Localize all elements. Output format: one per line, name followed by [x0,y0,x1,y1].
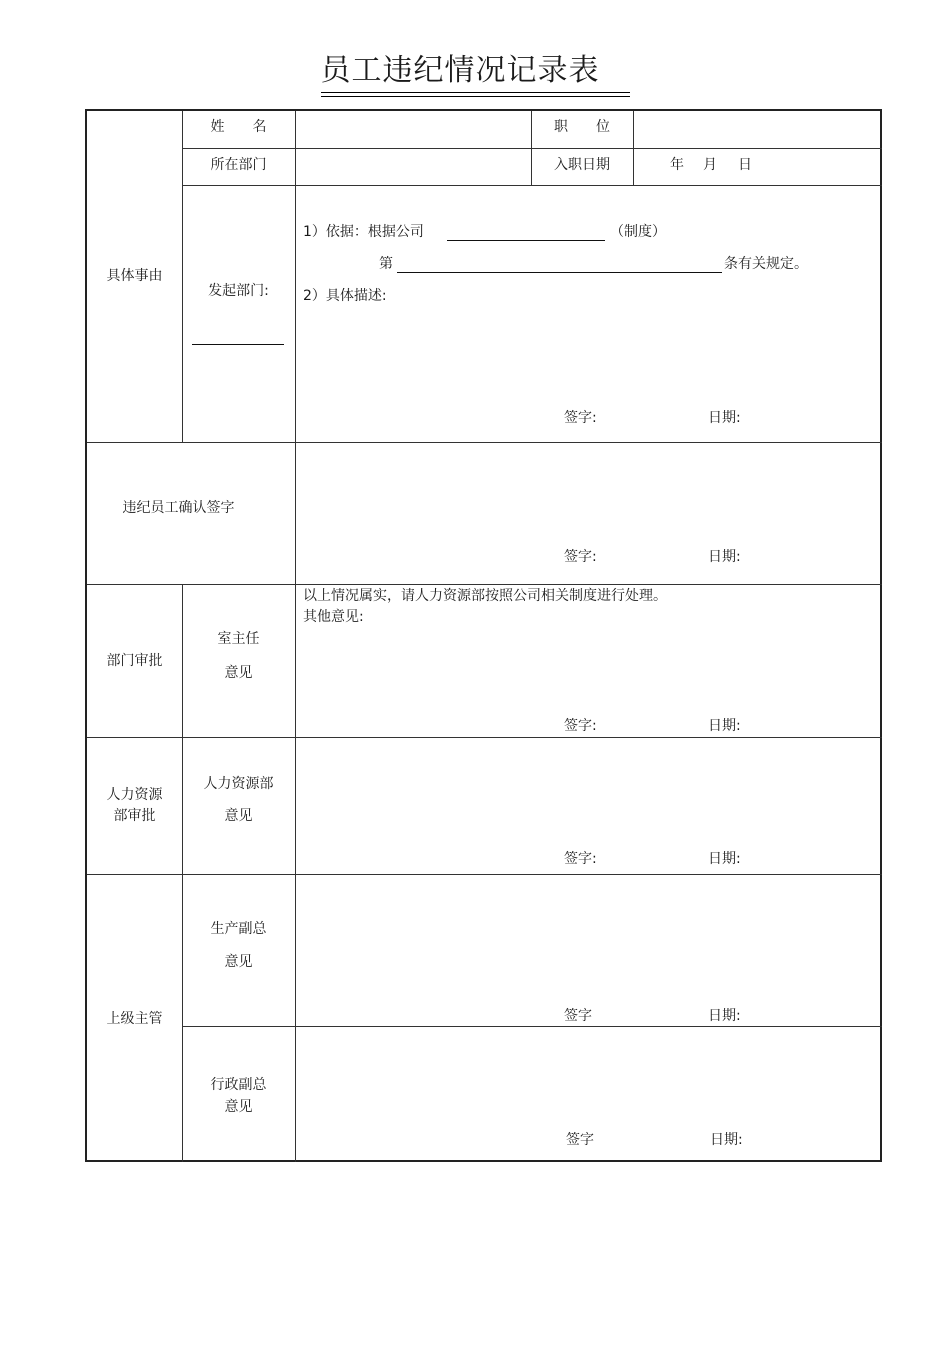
confirm-date-label: 日期: [708,549,741,565]
hr-approval-label2: 部审批 [113,808,156,824]
join-year-label: 年 [670,157,684,173]
prod-date-label: 日期: [708,1008,741,1024]
prod-vp-sub2: 意见 [224,954,253,970]
superior-label: 上级主管 [106,1011,163,1027]
row-divider [182,148,882,149]
dept-field[interactable] [297,149,529,184]
dept-approval-sub2: 意见 [224,665,253,681]
article-suffix: 条有关规定。 [724,256,808,272]
name-label: 姓 名 [210,119,267,135]
prod-vp-area[interactable] [297,877,880,997]
dept-approval-text2: 其他意见: [303,609,364,625]
row-divider [87,584,882,585]
col-divider [295,111,296,1162]
matter-sign-label: 签字: [564,410,597,426]
admin-sign-label: 签字 [566,1132,594,1148]
initiator-underline[interactable] [192,344,284,345]
dept-approval-sub1: 室主任 [217,631,260,647]
join-date-label: 入职日期 [554,157,610,173]
form-table [85,109,882,1162]
article-underline[interactable] [397,272,722,273]
form-title-wrap [0,52,950,93]
join-day-label: 日 [738,157,752,173]
initiator-label: 发起部门: [208,283,269,299]
hr-approval-area[interactable] [297,740,880,840]
dept-approval-text1: 以上情况属实，请人力资源部按照公司相关制度进行处理。 [303,588,667,604]
form-title: 员工违纪情况记录表 [321,52,630,93]
matter-row-label: 具体事由 [106,268,163,284]
dept-approval-label: 部门审批 [106,653,163,669]
matter-date-label: 日期: [708,410,741,426]
hr-sign-label: 签字: [564,851,597,867]
admin-vp-area[interactable] [297,1029,880,1124]
admin-vp-sub2: 意见 [224,1099,253,1115]
prod-sign-label: 签字 [564,1008,592,1024]
dept-approval-area[interactable] [297,629,880,709]
position-field[interactable] [635,112,880,147]
admin-date-label: 日期: [710,1132,743,1148]
hr-approval-label1: 人力资源 [106,787,163,803]
admin-vp-sub1: 行政副总 [210,1077,267,1093]
hr-date-label: 日期: [708,851,741,867]
confirm-area[interactable] [297,445,880,545]
basis-suffix: （制度） [610,224,666,240]
basis-underline[interactable] [447,240,605,241]
article-prefix: 第 [379,256,393,272]
hr-approval-sub2: 意见 [224,808,253,824]
dept-date-label: 日期: [708,718,741,734]
col-divider [633,111,634,185]
hr-approval-sub1: 人力资源部 [203,776,274,792]
dept-sign-label: 签字: [564,718,597,734]
confirm-sign-label: 签字: [564,549,597,565]
position-label: 职 位 [554,119,610,135]
description-area[interactable] [297,307,880,407]
row-divider [87,874,882,875]
row-divider [182,1026,882,1027]
confirm-label: 违纪员工确认签字 [122,500,235,516]
row-divider [87,737,882,738]
row-divider [182,185,882,186]
prod-vp-sub1: 生产副总 [210,921,267,937]
dept-label: 所在部门 [210,157,267,173]
row-divider [87,442,882,443]
basis-prefix: 1）依据：根据公司 [303,224,424,240]
join-month-label: 月 [703,157,717,173]
name-field[interactable] [297,112,529,147]
description-label: 2）具体描述: [303,288,387,304]
